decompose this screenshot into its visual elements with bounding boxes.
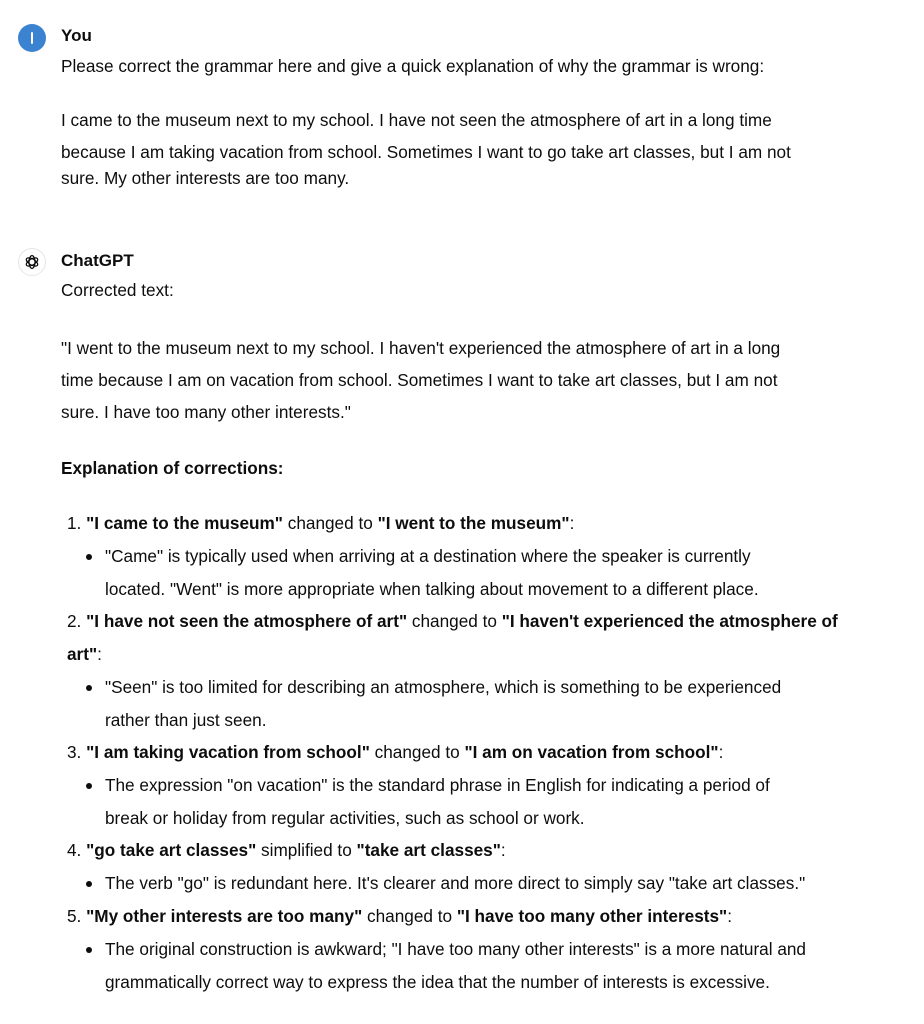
bullet-text: rather than just seen. <box>105 709 267 730</box>
bullet-dot <box>86 947 92 953</box>
item-colon: : <box>727 906 732 926</box>
openai-logo-icon <box>18 248 46 276</box>
user-prompt-text: Please correct the grammar here and give a quick explanation of why the grammar is wrong: <box>61 56 765 76</box>
corrected-phrase-continued: art" <box>67 644 98 664</box>
explanation-bullet <box>86 540 759 605</box>
bullet-text: The expression "on vacation" is the standard phrase in English for indicating a period of <box>105 775 770 795</box>
bullet-text: break or holiday from regular activities, such as school or work. <box>105 807 585 828</box>
user-author-name: You <box>61 26 92 45</box>
bullet-text: "Seen" is too limited for describing an atmosphere, which is something to be experienced <box>105 677 782 697</box>
correction-item-continued <box>67 638 102 671</box>
corrected-text-line: "I went to the museum next to my school. I haven't experienced the atmosphere of art in a long <box>61 338 781 358</box>
assistant-author-name: ChatGPT <box>61 251 134 270</box>
bullet-text: The verb "go" is redundant here. It's clearer and more direct to simply say "take art classes." <box>105 873 806 893</box>
explanation-bullet <box>86 867 805 900</box>
bullet-dot <box>86 685 92 691</box>
explanation-bullet <box>86 769 770 834</box>
bullet-text: grammatically correct way to express the idea that the number of interests is excessive. <box>105 971 770 992</box>
user-passage-line: I came to the museum next to my school. I have not seen the atmosphere of art in a long time <box>61 110 772 130</box>
correction-item <box>67 834 506 867</box>
explanation-heading: Explanation of corrections: <box>61 458 284 478</box>
user-avatar-icon <box>18 24 46 52</box>
bullet-text: located. "Went" is more appropriate when talking about movement to a different place. <box>105 578 759 599</box>
user-passage-line: because I am taking vacation from school. Sometimes I want to go take art classes, but I am not <box>61 142 791 162</box>
original-phrase: "My other interests are too many" <box>86 906 363 926</box>
item-colon: : <box>97 644 102 664</box>
bullet-text: The original construction is awkward; "I have too many other interests" is a more natural and <box>105 939 806 959</box>
original-phrase: "I came to the museum" <box>86 513 283 533</box>
correction-item <box>67 900 732 933</box>
original-phrase: "I have not seen the atmosphere of art" <box>86 611 408 631</box>
explanation-bullet <box>86 671 781 736</box>
change-verb: changed to <box>369 742 465 762</box>
item-colon: : <box>718 742 724 762</box>
user-passage-line: sure. My other interests are too many. <box>61 168 350 188</box>
item-number: 2. <box>67 611 82 631</box>
bullet-dot <box>86 554 92 560</box>
item-number: 4. <box>67 840 82 860</box>
explanation-bullet <box>86 933 806 998</box>
corrected-phrase: "I have too many other interests" <box>456 906 728 926</box>
correction-item <box>67 605 838 638</box>
corrected-phrase: "take art classes" <box>356 840 501 860</box>
corrected-text-line: time because I am on vacation from school. Sometimes I want to take art classes, but I am not <box>61 370 778 390</box>
change-verb: changed to <box>407 611 502 631</box>
change-verb: simplified to <box>256 840 357 860</box>
item-number: 1. <box>67 513 82 533</box>
bullet-dot <box>86 783 92 789</box>
assistant-intro: Corrected text: <box>61 280 174 300</box>
item-colon: : <box>569 513 575 533</box>
item-number: 3. <box>67 742 82 762</box>
bullet-text: "Came" is typically used when arriving at a destination where the speaker is currently <box>105 546 751 566</box>
bullet-dot <box>86 881 92 887</box>
corrected-text-line: sure. I have too many other interests." <box>61 402 351 422</box>
change-verb: changed to <box>282 513 378 533</box>
change-verb: changed to <box>362 906 457 926</box>
correction-item <box>67 507 574 540</box>
original-phrase: "go take art classes" <box>86 840 257 860</box>
corrected-phrase: "I went to the museum" <box>377 513 570 533</box>
item-colon: : <box>500 840 506 860</box>
original-phrase: "I am taking vacation from school" <box>86 742 370 762</box>
item-number: 5. <box>67 906 82 926</box>
corrected-phrase: "I haven't experienced the atmosphere of <box>501 611 838 631</box>
correction-item <box>67 736 723 769</box>
corrected-phrase: "I am on vacation from school" <box>464 742 719 762</box>
